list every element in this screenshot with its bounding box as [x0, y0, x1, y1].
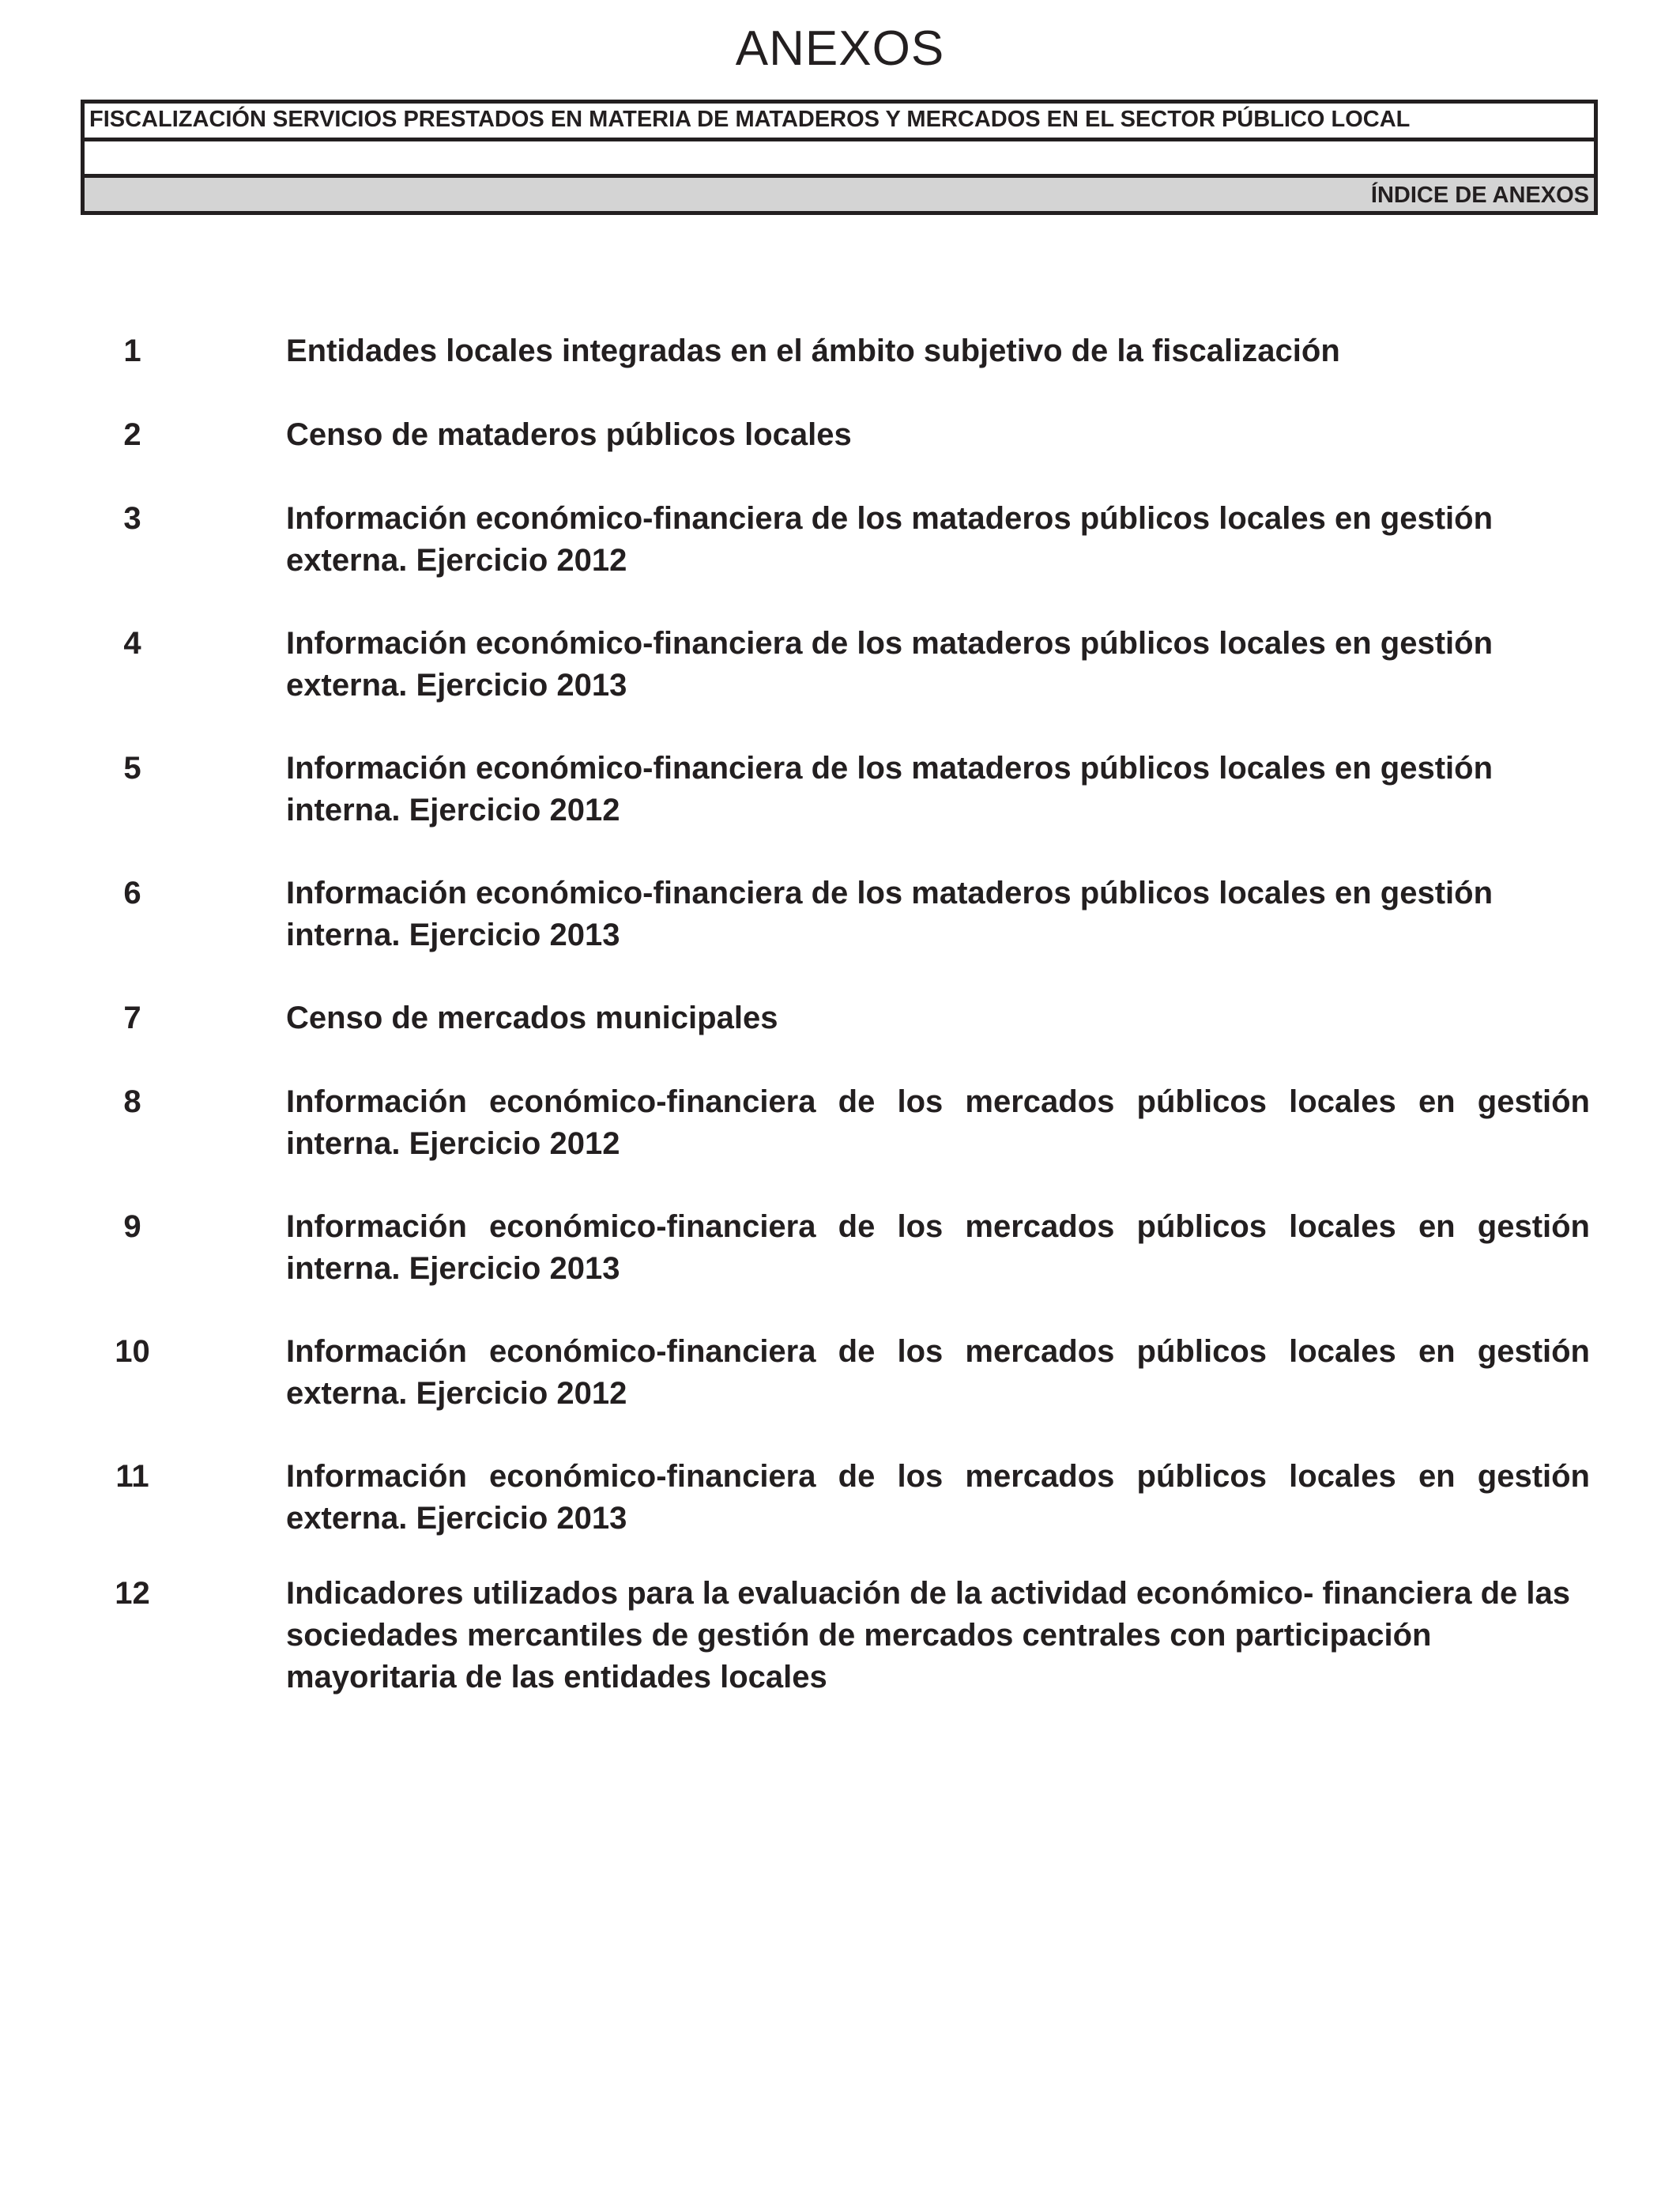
annex-title: Información económico-financiera de los mercados públicos locales en gestión externa. Ejercicio 2013 — [286, 1459, 1590, 1536]
annex-title: Censo de mataderos públicos locales — [286, 417, 852, 452]
annex-number: 3 — [123, 501, 141, 536]
annex-title: Entidades locales integradas en el ámbito subjetivo de la fiscalización — [286, 334, 1340, 368]
annex-number: 10 — [115, 1334, 150, 1369]
annex-title: Información económico-financiera de los mercados públicos locales en gestión interna. Ejercicio 2013 — [286, 1209, 1590, 1286]
report-header-table — [81, 100, 1598, 215]
annex-title: Indicadores utilizados para la evaluación de la actividad económico- financiera de las sociedades mercantiles de gestión de mercados centrales con participación mayoritaria de las entidades locales — [286, 1576, 1570, 1695]
annex-number: 4 — [123, 626, 141, 661]
annex-number: 1 — [123, 334, 141, 368]
annex-number: 5 — [123, 751, 141, 786]
annex-title: Información económico-financiera de los mercados públicos locales en gestión externa. Ejercicio 2012 — [286, 1334, 1590, 1411]
annex-number: 2 — [123, 417, 141, 452]
annex-number: 6 — [123, 876, 141, 910]
section-title-row: ÍNDICE DE ANEXOS — [85, 174, 1594, 211]
annex-number: 8 — [123, 1084, 141, 1119]
annex-title: Censo de mercados municipales — [286, 1001, 778, 1035]
annex-number: 9 — [123, 1209, 141, 1244]
annex-title: Información económico-financiera de los mataderos públicos locales en gestión externa. Ejercicio 2013 — [286, 626, 1494, 703]
annex-number: 7 — [123, 1001, 141, 1035]
annex-title: Información económico-financiera de los mataderos públicos locales en gestión interna. Ejercicio 2013 — [286, 876, 1494, 952]
page-title: ANEXOS — [735, 21, 945, 76]
annex-title: Información económico-financiera de los mercados públicos locales en gestión interna. Ejercicio 2012 — [286, 1084, 1590, 1161]
annex-number: 11 — [115, 1459, 149, 1494]
annex-title: Información económico-financiera de los mataderos públicos locales en gestión interna. Ejercicio 2012 — [286, 751, 1494, 827]
annex-number: 12 — [115, 1576, 150, 1611]
report-blank-row — [85, 138, 1594, 174]
annex-title: Información económico-financiera de los mataderos públicos locales en gestión externa. Ejercicio 2012 — [286, 501, 1494, 578]
report-subject-row: FISCALIZACIÓN SERVICIOS PRESTADOS EN MATERIA DE MATADEROS Y MERCADOS EN EL SECTOR PÚBLICO LOCAL — [89, 107, 1411, 132]
